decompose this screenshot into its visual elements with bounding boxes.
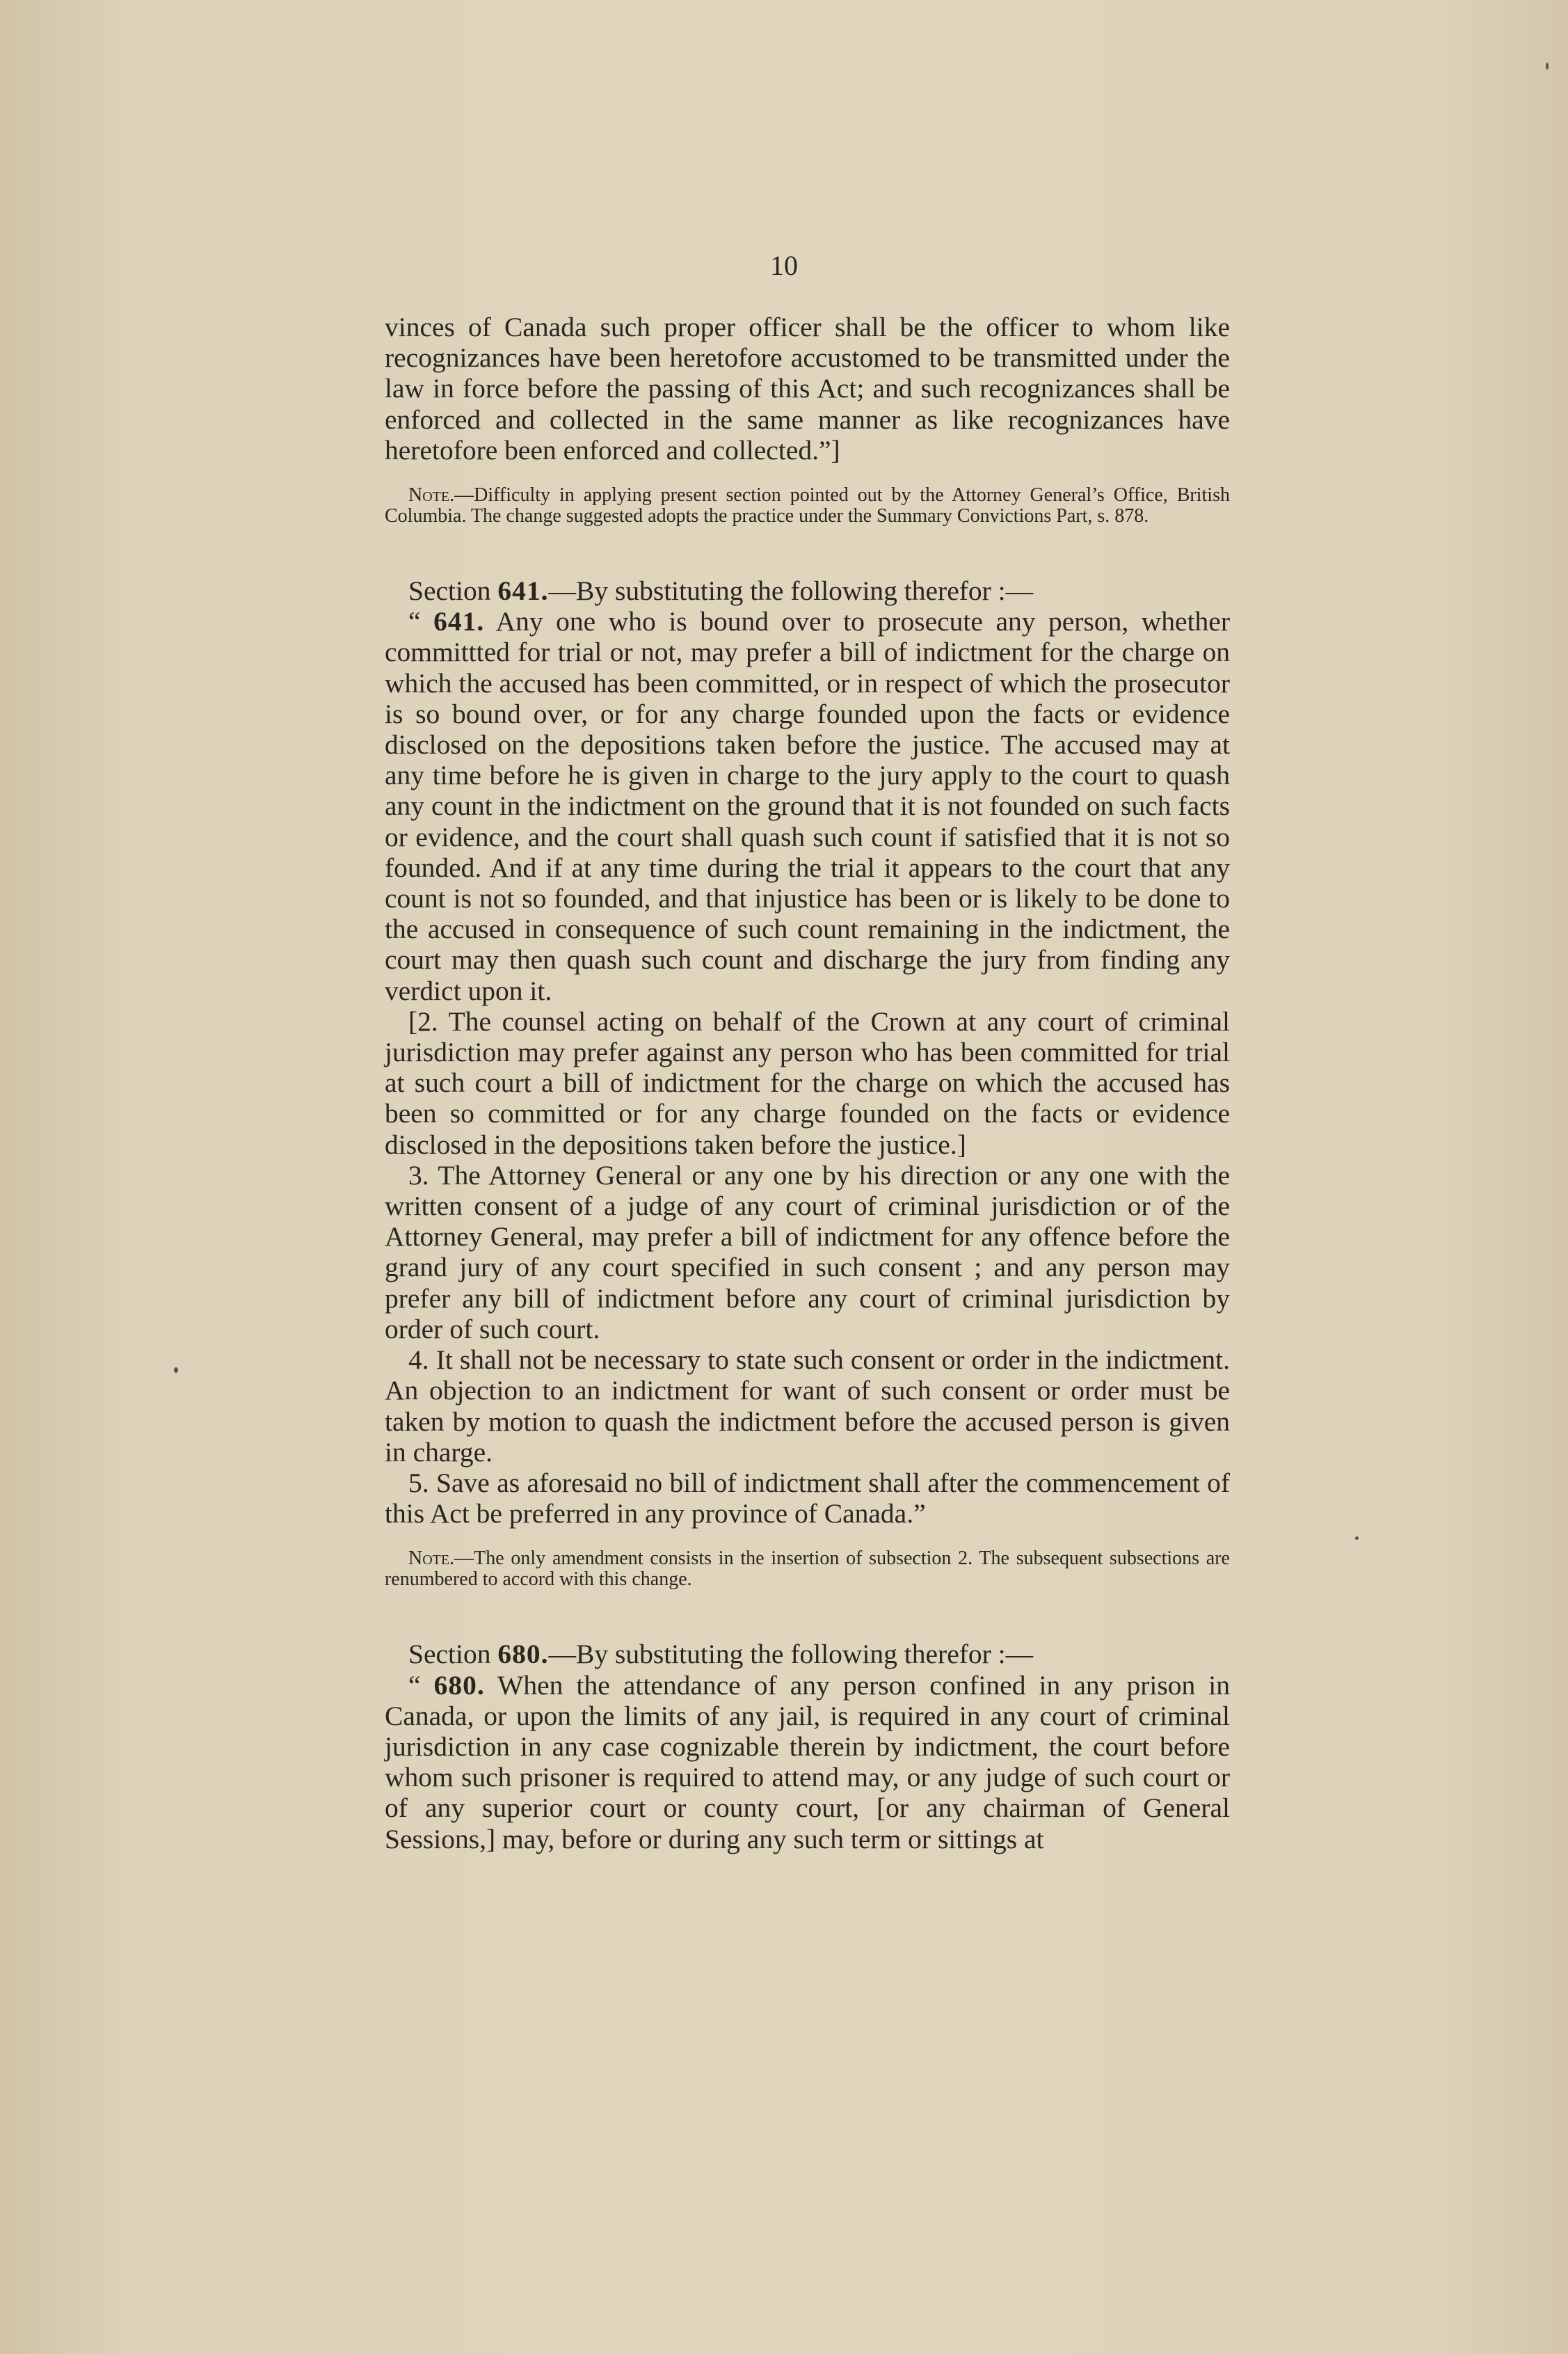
note-text: —The only amendment consists in the insertion of subsection 2. The subsequent subsections are renumbered to accord with this change.: [385, 1548, 1230, 1591]
section-heading-suffix: —By substituting the following therefor :—: [548, 1639, 1034, 1670]
subsection-2: [2. The counsel acting on behalf of the Crown at any court of criminal jurisdiction may prefer against any person who has been committed for trial at such court a bill of indictment for the charge on which the accused has been so committed or for any charge founded on the facts or evidence disclosed in the depositions taken before the justice.]: [385, 1005, 1230, 1160]
note-paragraph-2: [385, 1548, 1230, 1590]
subsection-5: 5. Save as aforesaid no bill of indictment shall after the commencement of this Act be preferred in any province of Canada.”: [385, 1467, 1230, 1529]
section-heading-prefix: Section: [408, 575, 498, 607]
subsection-3: 3. The Attorney General or any one by his direction or any one with the written consent of a judge of any court of criminal jurisdiction or of the Attorney General, may prefer a bill of indictment for any offence before the grand jury of any court specified in such consent ; and any person may prefer any bill of indictment before any court of criminal jurisdiction by order of such court.: [385, 1159, 1230, 1344]
section-680-heading: [385, 1639, 1230, 1669]
paragraph-text: When the attendance of any person confined in any prison in Canada, or upon the limits of any jail, is required in any court of criminal jurisdiction in any case cognizable therein by indictment, the court before whom such prisoner is required to attend may, or any judge of such court or of any superior court or county court, [or any chairman of General Sessions,] may, before or during any such term or sittings at: [385, 1669, 1230, 1854]
note-label: Note.: [408, 484, 455, 507]
section-heading-suffix: —By substituting the following therefor :—: [548, 575, 1034, 607]
note-paragraph-1: [385, 485, 1230, 527]
opening-paragraph: vinces of Canada such proper officer shall be the officer to whom like recognizances have been heretofore accustomed to be transmitted under the law in force before the passing of this Act; and such recognizances shall be enforced and collected in the same manner as like recognizances have heretofore been enforced and collected.”]: [385, 312, 1230, 466]
quote-open: “: [408, 1669, 434, 1701]
paragraph-text: Any one who is bound over to prosecute any person, whether committted for trial or not, may prefer a bill of indictment for the charge on which the accused has been committed, or in respect of which the prosecutor is so bound over, or for any charge founded upon the facts or evidence disclosed on the depositions taken before the justice. The accused may at any time before he is given in charge to the jury apply to the court to quash any count in the indictment on the ground that it is not founded on such facts or evidence, and the court shall quash such count if satisfied that it is not so founded. And if at any time during the trial it appears to the court that any count is not so founded, and that injustice has been or is likely to be done to the accused in consequence of such count remaining in the indictment, the court may then quash such count and discharge the jury from finding any verdict upon it.: [385, 606, 1230, 1006]
quoted-section-number: 680.: [433, 1669, 485, 1701]
section-680-paragraph-1: [385, 1670, 1230, 1854]
paper-speck: [174, 1367, 178, 1373]
section-641-heading: [385, 575, 1230, 606]
paper-speck: [1546, 63, 1549, 70]
quote-open: “: [408, 606, 434, 637]
note-label: Note.: [408, 1548, 455, 1570]
subsection-4: 4. It shall not be necessary to state such consent or order in the indictment. An objection to an indictment for want of such consent or order must be taken by motion to quash the indictment before the accused person is given in charge.: [385, 1344, 1230, 1468]
section-heading-prefix: Section: [408, 1639, 498, 1670]
note-text: —Difficulty in applying present section pointed out by the Attorney General’s Office, British Columbia. The change suggested adopts the practice under the Summary Convictions Part, s. 878.: [385, 484, 1230, 527]
section-number: 680.: [497, 1639, 549, 1670]
section-number: 641.: [497, 575, 549, 607]
quoted-section-number: 641.: [433, 606, 485, 637]
paper-speck: [1355, 1536, 1359, 1540]
page-number: 10: [770, 250, 798, 281]
section-641-paragraph-1: [385, 606, 1230, 1006]
body-text: [385, 312, 1230, 1854]
